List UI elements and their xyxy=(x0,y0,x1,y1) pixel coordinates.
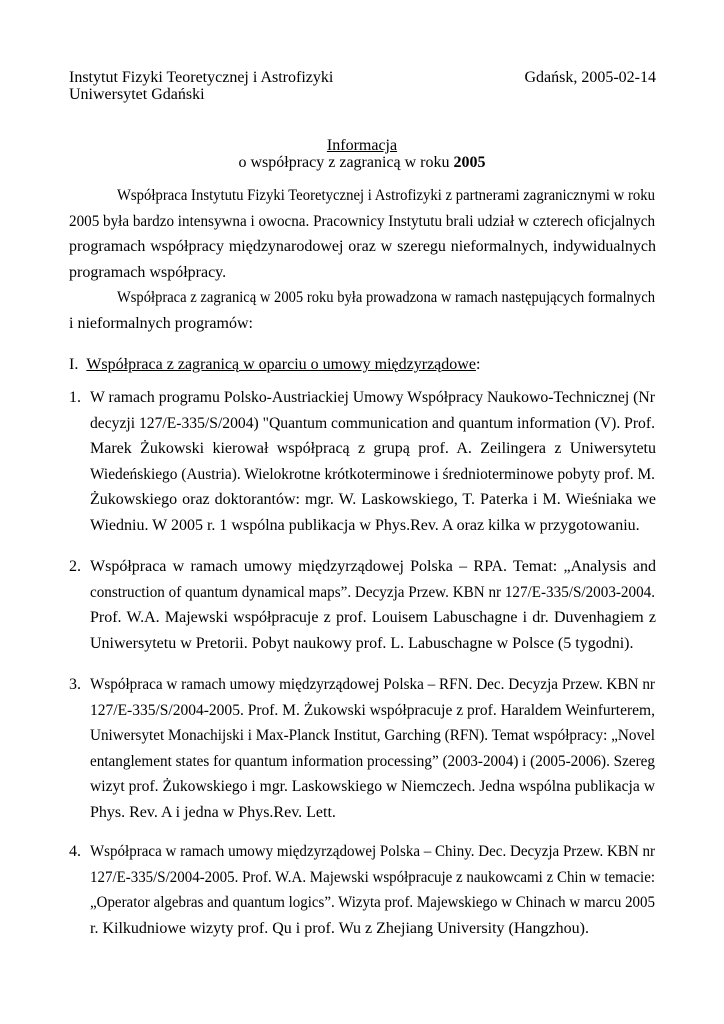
list-item-line: 127/E-335/S/2004-2005. Prof. W.A. Majewski współpracuje z naukowcami z Chin w temacie: xyxy=(90,869,656,886)
paragraph-line: programach współpracy międzynarodowej oraz w szeregu nieformalnych, indywidualnych xyxy=(69,238,656,255)
institute-name: Instytut Fizyki Teoretycznej i Astrofizyki xyxy=(69,69,334,86)
paragraph-line: 2005 była bardzo intensywna i owocna. Pracownicy Instytutu brali udział w czterech oficjalnych xyxy=(69,213,656,230)
list-item-line: Marek Żukowski kierował współpracą z grupą prof. A. Zeilingera z Uniwersytetu xyxy=(90,440,656,457)
section-heading xyxy=(69,356,480,374)
list-item-line: Prof. W.A. Majewski współpracuje z prof. Louisem Labuschagne i dr. Duvenhagiem z xyxy=(90,609,656,626)
university-name: Uniwersytet Gdański xyxy=(69,86,205,103)
list-item-number: 3. xyxy=(69,676,81,693)
document-title: Informacja xyxy=(326,137,398,154)
list-item-line: Wiedniu. W 2005 r. 1 wspólna publikacja w Phys.Rev. A oraz kilka w przygotowaniu. xyxy=(90,517,640,534)
subtitle-year: 2005 xyxy=(453,154,486,171)
list-item-line: W ramach programu Polsko-Austriackiej Umowy Współpracy Naukowo-Technicznej (Nr xyxy=(90,389,656,406)
list-item-line: Wiedeńskiego (Austria). Wielokrotne krótkoterminowe i średnioterminowe pobyty prof. M. xyxy=(90,466,655,483)
paragraph-line: Współpraca z zagranicą w 2005 roku była prowadzona w ramach następujących formalnych xyxy=(117,289,655,306)
list-item-line: Współpraca w ramach umowy międzyrządowej Polska – Chiny. Dec. Decyzja Przew. KBN nr xyxy=(90,843,656,860)
list-item-number: 1. xyxy=(69,389,81,406)
subtitle-text: o współpracy z zagranicą w roku xyxy=(238,154,454,171)
list-item-number: 2. xyxy=(69,558,81,575)
paragraph-line: programach współpracy. xyxy=(69,264,227,281)
paragraph-line: Współpraca Instytutu Fizyki Teoretycznej i Astrofizyki z partnerami zagranicznymi w roku xyxy=(117,187,656,204)
paragraph-line: i nieformalnych programów: xyxy=(69,315,253,332)
list-item-line: construction of quantum dynamical maps”. Decyzja Przew. KBN nr 127/E-335/S/2003-2004. xyxy=(90,584,656,601)
list-item-line: Uniwersytet Monachijski i Max-Planck Institut, Garching (RFN). Temat współpracy: „Novel xyxy=(90,727,655,744)
list-item-line: decyzji 127/E-335/S/2004) "Quantum communication and quantum information (V). Prof. xyxy=(90,415,655,432)
list-item-line: 127/E-335/S/2004-2005. Prof. M. Żukowski współpracuje z prof. Haraldem Weinfurterem, xyxy=(90,702,655,719)
list-item-line: Współpraca w ramach umowy międzyrządowej Polska – RPA. Temat: „Analysis and xyxy=(90,558,656,575)
list-item-number: 4. xyxy=(69,843,81,860)
place-date: Gdańsk, 2005-02-14 xyxy=(524,69,656,86)
section-title: Współpraca z zagranicą w oparciu o umowy międzyrządowe xyxy=(86,356,476,373)
list-item-line: r. Kilkudniowe wizyty prof. Qu i prof. Wu z Zhejiang University (Hangzhou). xyxy=(90,920,589,937)
list-item-line: wizyt prof. Żukowskiego i mgr. Laskowskiego w Niemczech. Jedna wspólna publikacja w xyxy=(90,778,655,795)
document-subtitle xyxy=(0,154,724,172)
list-item-line: Phys. Rev. A i jedna w Phys.Rev. Lett. xyxy=(90,804,336,821)
section-number: I. xyxy=(69,356,79,373)
list-item-line: „Operator algebras and quantum logics”. Wizyta prof. Majewskiego w Chinach w marcu 2005 xyxy=(90,894,656,911)
section-colon: : xyxy=(475,356,481,373)
list-item-line: Współpraca w ramach umowy międzyrządowej Polska – RFN. Dec. Decyzja Przew. KBN nr xyxy=(90,676,655,693)
list-item-line: Uniwersytetu w Pretorii. Pobyt naukowy prof. L. Labuschagne w Polsce (5 tygodni). xyxy=(90,635,634,652)
list-item-line: entanglement states for quantum information processing” (2003-2004) i (2005-2006). Szereg xyxy=(90,753,655,770)
list-item-line: Żukowskiego oraz doktorantów: mgr. W. Laskowskiego, T. Paterka i M. Wieśniaka we xyxy=(90,491,656,508)
